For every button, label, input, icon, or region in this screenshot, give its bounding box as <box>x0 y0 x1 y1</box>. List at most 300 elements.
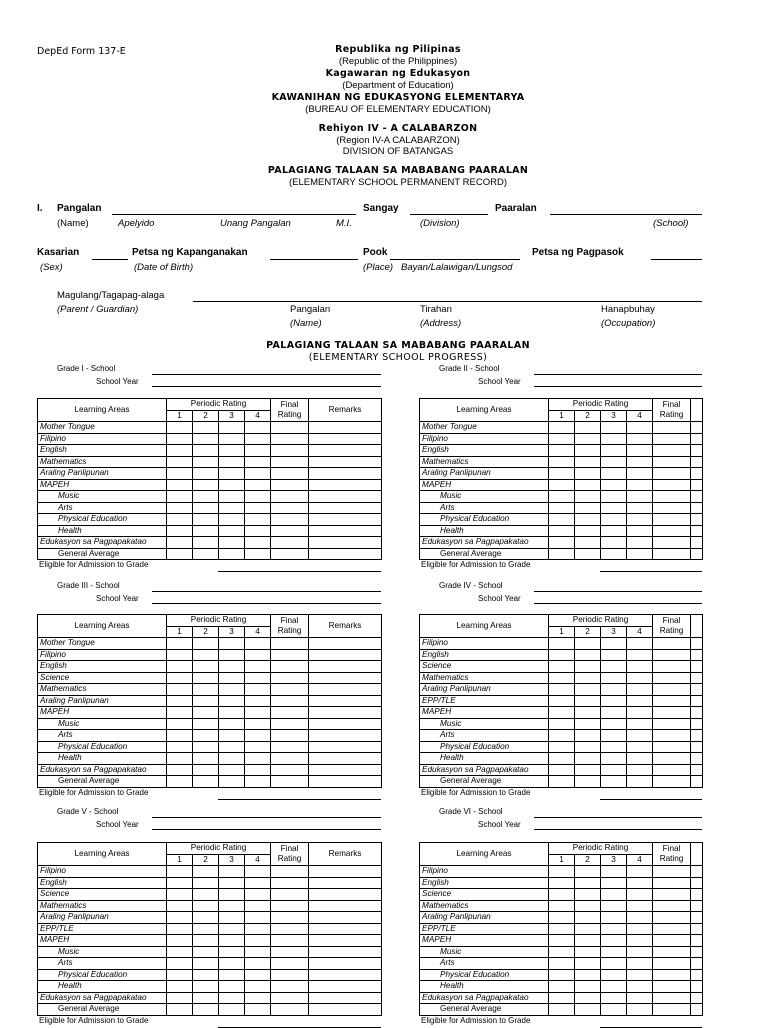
rating-cell[interactable] <box>167 935 193 947</box>
rating-cell[interactable] <box>271 877 309 889</box>
rating-cell[interactable] <box>627 889 653 901</box>
rating-cell[interactable] <box>271 753 309 765</box>
rating-cell[interactable] <box>691 537 703 549</box>
rating-cell[interactable] <box>627 877 653 889</box>
rating-cell[interactable] <box>271 776 309 788</box>
rating-cell[interactable] <box>627 753 653 765</box>
rating-cell[interactable] <box>653 764 691 776</box>
rating-cell[interactable] <box>309 661 382 673</box>
rating-cell[interactable] <box>167 741 193 753</box>
rating-cell[interactable] <box>245 776 271 788</box>
rating-cell[interactable] <box>601 661 627 673</box>
rating-cell[interactable] <box>219 468 245 480</box>
rating-cell[interactable] <box>167 479 193 491</box>
rating-cell[interactable] <box>219 548 245 560</box>
rating-cell[interactable] <box>601 753 627 765</box>
rating-cell[interactable] <box>549 684 575 696</box>
rating-cell[interactable] <box>601 707 627 719</box>
rating-cell[interactable] <box>245 422 271 434</box>
rating-cell[interactable] <box>309 502 382 514</box>
rating-cell[interactable] <box>575 753 601 765</box>
rating-cell[interactable] <box>309 638 382 650</box>
rating-cell[interactable] <box>271 537 309 549</box>
rating-cell[interactable] <box>245 479 271 491</box>
rating-cell[interactable] <box>575 969 601 981</box>
rating-cell[interactable] <box>691 661 703 673</box>
grade-1-school-field[interactable] <box>152 374 381 375</box>
rating-cell[interactable] <box>271 730 309 742</box>
rating-cell[interactable] <box>549 707 575 719</box>
rating-cell[interactable] <box>691 638 703 650</box>
rating-cell[interactable] <box>549 661 575 673</box>
rating-cell[interactable] <box>691 672 703 684</box>
entry-date-field[interactable] <box>651 259 702 260</box>
rating-cell[interactable] <box>549 456 575 468</box>
rating-cell[interactable] <box>575 661 601 673</box>
rating-cell[interactable] <box>309 491 382 503</box>
rating-cell[interactable] <box>245 981 271 993</box>
rating-cell[interactable] <box>653 958 691 970</box>
rating-cell[interactable] <box>193 935 219 947</box>
rating-cell[interactable] <box>193 525 219 537</box>
rating-cell[interactable] <box>691 525 703 537</box>
rating-cell[interactable] <box>627 992 653 1004</box>
rating-cell[interactable] <box>601 900 627 912</box>
rating-cell[interactable] <box>309 672 382 684</box>
rating-cell[interactable] <box>627 741 653 753</box>
rating-cell[interactable] <box>167 923 193 935</box>
grade-2-school-field[interactable] <box>534 374 702 375</box>
rating-cell[interactable] <box>601 764 627 776</box>
grade-3-school-year-field[interactable] <box>152 603 381 604</box>
rating-cell[interactable] <box>193 422 219 434</box>
rating-cell[interactable] <box>627 514 653 526</box>
rating-cell[interactable] <box>575 502 601 514</box>
rating-cell[interactable] <box>601 456 627 468</box>
rating-cell[interactable] <box>653 776 691 788</box>
rating-cell[interactable] <box>271 491 309 503</box>
rating-cell[interactable] <box>245 992 271 1004</box>
rating-cell[interactable] <box>601 491 627 503</box>
rating-cell[interactable] <box>245 707 271 719</box>
grade-4-school-year-field[interactable] <box>534 603 702 604</box>
place-field[interactable] <box>390 259 520 260</box>
rating-cell[interactable] <box>627 981 653 993</box>
rating-cell[interactable] <box>575 741 601 753</box>
rating-cell[interactable] <box>193 479 219 491</box>
rating-cell[interactable] <box>167 866 193 878</box>
rating-cell[interactable] <box>653 866 691 878</box>
rating-cell[interactable] <box>627 923 653 935</box>
rating-cell[interactable] <box>653 661 691 673</box>
rating-cell[interactable] <box>653 479 691 491</box>
rating-cell[interactable] <box>309 718 382 730</box>
rating-cell[interactable] <box>549 866 575 878</box>
rating-cell[interactable] <box>219 946 245 958</box>
rating-cell[interactable] <box>601 684 627 696</box>
rating-cell[interactable] <box>167 661 193 673</box>
rating-cell[interactable] <box>653 422 691 434</box>
rating-cell[interactable] <box>219 433 245 445</box>
rating-cell[interactable] <box>245 741 271 753</box>
rating-cell[interactable] <box>309 992 382 1004</box>
rating-cell[interactable] <box>601 889 627 901</box>
rating-cell[interactable] <box>627 537 653 549</box>
rating-cell[interactable] <box>309 468 382 480</box>
sex-field[interactable] <box>92 259 128 260</box>
rating-cell[interactable] <box>601 718 627 730</box>
rating-cell[interactable] <box>309 1004 382 1016</box>
rating-cell[interactable] <box>167 992 193 1004</box>
rating-cell[interactable] <box>167 889 193 901</box>
rating-cell[interactable] <box>271 661 309 673</box>
rating-cell[interactable] <box>575 479 601 491</box>
rating-cell[interactable] <box>549 981 575 993</box>
dob-field[interactable] <box>270 259 358 260</box>
rating-cell[interactable] <box>167 502 193 514</box>
rating-cell[interactable] <box>245 900 271 912</box>
rating-cell[interactable] <box>549 638 575 650</box>
rating-cell[interactable] <box>549 946 575 958</box>
rating-cell[interactable] <box>167 649 193 661</box>
rating-cell[interactable] <box>167 946 193 958</box>
rating-cell[interactable] <box>193 900 219 912</box>
rating-cell[interactable] <box>309 684 382 696</box>
rating-cell[interactable] <box>193 718 219 730</box>
rating-cell[interactable] <box>549 422 575 434</box>
rating-cell[interactable] <box>575 491 601 503</box>
rating-cell[interactable] <box>271 707 309 719</box>
rating-cell[interactable] <box>309 753 382 765</box>
rating-cell[interactable] <box>627 958 653 970</box>
grade-3-school-field[interactable] <box>152 591 381 592</box>
rating-cell[interactable] <box>309 877 382 889</box>
rating-cell[interactable] <box>653 433 691 445</box>
rating-cell[interactable] <box>309 422 382 434</box>
rating-cell[interactable] <box>653 992 691 1004</box>
rating-cell[interactable] <box>549 877 575 889</box>
rating-cell[interactable] <box>653 946 691 958</box>
rating-cell[interactable] <box>691 969 703 981</box>
rating-cell[interactable] <box>601 958 627 970</box>
rating-cell[interactable] <box>219 525 245 537</box>
rating-cell[interactable] <box>601 548 627 560</box>
rating-cell[interactable] <box>653 672 691 684</box>
rating-cell[interactable] <box>193 923 219 935</box>
rating-cell[interactable] <box>167 672 193 684</box>
rating-cell[interactable] <box>219 491 245 503</box>
rating-cell[interactable] <box>627 718 653 730</box>
rating-cell[interactable] <box>245 877 271 889</box>
rating-cell[interactable] <box>219 900 245 912</box>
rating-cell[interactable] <box>627 661 653 673</box>
rating-cell[interactable] <box>167 900 193 912</box>
rating-cell[interactable] <box>549 433 575 445</box>
rating-cell[interactable] <box>245 730 271 742</box>
rating-cell[interactable] <box>219 866 245 878</box>
rating-cell[interactable] <box>549 718 575 730</box>
rating-cell[interactable] <box>219 422 245 434</box>
rating-cell[interactable] <box>627 491 653 503</box>
rating-cell[interactable] <box>691 422 703 434</box>
rating-cell[interactable] <box>193 661 219 673</box>
rating-cell[interactable] <box>549 695 575 707</box>
rating-cell[interactable] <box>575 946 601 958</box>
rating-cell[interactable] <box>245 456 271 468</box>
rating-cell[interactable] <box>193 672 219 684</box>
rating-cell[interactable] <box>549 1004 575 1016</box>
rating-cell[interactable] <box>653 695 691 707</box>
rating-cell[interactable] <box>549 958 575 970</box>
rating-cell[interactable] <box>627 730 653 742</box>
rating-cell[interactable] <box>653 537 691 549</box>
rating-cell[interactable] <box>219 776 245 788</box>
rating-cell[interactable] <box>271 479 309 491</box>
rating-cell[interactable] <box>309 433 382 445</box>
rating-cell[interactable] <box>627 764 653 776</box>
rating-cell[interactable] <box>219 912 245 924</box>
rating-cell[interactable] <box>601 730 627 742</box>
rating-cell[interactable] <box>601 433 627 445</box>
rating-cell[interactable] <box>219 718 245 730</box>
rating-cell[interactable] <box>627 695 653 707</box>
rating-cell[interactable] <box>219 741 245 753</box>
rating-cell[interactable] <box>691 877 703 889</box>
rating-cell[interactable] <box>271 514 309 526</box>
rating-cell[interactable] <box>653 468 691 480</box>
rating-cell[interactable] <box>193 445 219 457</box>
rating-cell[interactable] <box>271 946 309 958</box>
rating-cell[interactable] <box>575 992 601 1004</box>
rating-cell[interactable] <box>309 946 382 958</box>
rating-cell[interactable] <box>575 548 601 560</box>
rating-cell[interactable] <box>691 923 703 935</box>
rating-cell[interactable] <box>627 969 653 981</box>
rating-cell[interactable] <box>219 445 245 457</box>
rating-cell[interactable] <box>627 707 653 719</box>
rating-cell[interactable] <box>601 514 627 526</box>
rating-cell[interactable] <box>549 649 575 661</box>
rating-cell[interactable] <box>627 900 653 912</box>
rating-cell[interactable] <box>219 764 245 776</box>
rating-cell[interactable] <box>653 923 691 935</box>
rating-cell[interactable] <box>549 548 575 560</box>
rating-cell[interactable] <box>691 900 703 912</box>
rating-cell[interactable] <box>575 672 601 684</box>
rating-cell[interactable] <box>601 695 627 707</box>
rating-cell[interactable] <box>549 900 575 912</box>
rating-cell[interactable] <box>653 445 691 457</box>
rating-cell[interactable] <box>245 912 271 924</box>
rating-cell[interactable] <box>271 866 309 878</box>
rating-cell[interactable] <box>309 445 382 457</box>
rating-cell[interactable] <box>271 525 309 537</box>
rating-cell[interactable] <box>653 649 691 661</box>
rating-cell[interactable] <box>193 1004 219 1016</box>
division-field[interactable] <box>410 214 488 215</box>
rating-cell[interactable] <box>309 456 382 468</box>
rating-cell[interactable] <box>219 695 245 707</box>
rating-cell[interactable] <box>575 649 601 661</box>
rating-cell[interactable] <box>167 445 193 457</box>
rating-cell[interactable] <box>271 912 309 924</box>
rating-cell[interactable] <box>575 730 601 742</box>
rating-cell[interactable] <box>691 649 703 661</box>
rating-cell[interactable] <box>627 672 653 684</box>
rating-cell[interactable] <box>245 548 271 560</box>
grade-2-school-year-field[interactable] <box>534 386 702 387</box>
rating-cell[interactable] <box>167 468 193 480</box>
rating-cell[interactable] <box>219 672 245 684</box>
rating-cell[interactable] <box>193 946 219 958</box>
rating-cell[interactable] <box>691 695 703 707</box>
rating-cell[interactable] <box>167 514 193 526</box>
rating-cell[interactable] <box>653 741 691 753</box>
rating-cell[interactable] <box>653 707 691 719</box>
grade-1-school-year-field[interactable] <box>152 386 381 387</box>
rating-cell[interactable] <box>271 935 309 947</box>
rating-cell[interactable] <box>549 912 575 924</box>
rating-cell[interactable] <box>219 730 245 742</box>
rating-cell[interactable] <box>271 649 309 661</box>
rating-cell[interactable] <box>653 456 691 468</box>
rating-cell[interactable] <box>167 730 193 742</box>
rating-cell[interactable] <box>549 992 575 1004</box>
rating-cell[interactable] <box>219 502 245 514</box>
rating-cell[interactable] <box>219 958 245 970</box>
rating-cell[interactable] <box>193 753 219 765</box>
rating-cell[interactable] <box>219 753 245 765</box>
rating-cell[interactable] <box>167 456 193 468</box>
rating-cell[interactable] <box>601 422 627 434</box>
rating-cell[interactable] <box>653 877 691 889</box>
rating-cell[interactable] <box>167 707 193 719</box>
rating-cell[interactable] <box>653 730 691 742</box>
rating-cell[interactable] <box>627 1004 653 1016</box>
rating-cell[interactable] <box>601 946 627 958</box>
rating-cell[interactable] <box>309 730 382 742</box>
rating-cell[interactable] <box>575 445 601 457</box>
rating-cell[interactable] <box>245 695 271 707</box>
rating-cell[interactable] <box>309 479 382 491</box>
rating-cell[interactable] <box>245 753 271 765</box>
rating-cell[interactable] <box>219 514 245 526</box>
rating-cell[interactable] <box>549 730 575 742</box>
rating-cell[interactable] <box>193 491 219 503</box>
rating-cell[interactable] <box>219 877 245 889</box>
rating-cell[interactable] <box>653 981 691 993</box>
grade-1-eligible-field[interactable] <box>218 571 381 572</box>
rating-cell[interactable] <box>549 514 575 526</box>
rating-cell[interactable] <box>219 992 245 1004</box>
rating-cell[interactable] <box>309 923 382 935</box>
rating-cell[interactable] <box>575 764 601 776</box>
rating-cell[interactable] <box>691 433 703 445</box>
rating-cell[interactable] <box>627 479 653 491</box>
rating-cell[interactable] <box>271 958 309 970</box>
rating-cell[interactable] <box>691 468 703 480</box>
rating-cell[interactable] <box>271 422 309 434</box>
grade-3-eligible-field[interactable] <box>218 799 381 800</box>
rating-cell[interactable] <box>549 764 575 776</box>
rating-cell[interactable] <box>245 661 271 673</box>
rating-cell[interactable] <box>601 445 627 457</box>
rating-cell[interactable] <box>245 433 271 445</box>
rating-cell[interactable] <box>601 877 627 889</box>
rating-cell[interactable] <box>627 468 653 480</box>
rating-cell[interactable] <box>691 912 703 924</box>
rating-cell[interactable] <box>271 445 309 457</box>
rating-cell[interactable] <box>245 649 271 661</box>
rating-cell[interactable] <box>271 456 309 468</box>
rating-cell[interactable] <box>219 981 245 993</box>
rating-cell[interactable] <box>691 479 703 491</box>
rating-cell[interactable] <box>575 958 601 970</box>
rating-cell[interactable] <box>167 958 193 970</box>
rating-cell[interactable] <box>309 866 382 878</box>
rating-cell[interactable] <box>653 753 691 765</box>
rating-cell[interactable] <box>271 900 309 912</box>
rating-cell[interactable] <box>193 514 219 526</box>
rating-cell[interactable] <box>309 537 382 549</box>
rating-cell[interactable] <box>549 889 575 901</box>
rating-cell[interactable] <box>627 422 653 434</box>
rating-cell[interactable] <box>691 684 703 696</box>
rating-cell[interactable] <box>271 764 309 776</box>
rating-cell[interactable] <box>691 491 703 503</box>
rating-cell[interactable] <box>271 923 309 935</box>
rating-cell[interactable] <box>193 866 219 878</box>
rating-cell[interactable] <box>167 764 193 776</box>
rating-cell[interactable] <box>627 935 653 947</box>
rating-cell[interactable] <box>271 992 309 1004</box>
rating-cell[interactable] <box>167 638 193 650</box>
rating-cell[interactable] <box>245 468 271 480</box>
rating-cell[interactable] <box>271 672 309 684</box>
grade-5-school-year-field[interactable] <box>152 829 381 830</box>
rating-cell[interactable] <box>219 649 245 661</box>
rating-cell[interactable] <box>549 969 575 981</box>
rating-cell[interactable] <box>193 638 219 650</box>
rating-cell[interactable] <box>219 923 245 935</box>
rating-cell[interactable] <box>691 445 703 457</box>
rating-cell[interactable] <box>549 537 575 549</box>
rating-cell[interactable] <box>575 433 601 445</box>
rating-cell[interactable] <box>601 935 627 947</box>
rating-cell[interactable] <box>167 548 193 560</box>
rating-cell[interactable] <box>193 981 219 993</box>
rating-cell[interactable] <box>193 877 219 889</box>
rating-cell[interactable] <box>245 684 271 696</box>
rating-cell[interactable] <box>245 525 271 537</box>
rating-cell[interactable] <box>309 912 382 924</box>
rating-cell[interactable] <box>653 502 691 514</box>
grade-4-eligible-field[interactable] <box>600 799 702 800</box>
rating-cell[interactable] <box>271 684 309 696</box>
rating-cell[interactable] <box>575 912 601 924</box>
rating-cell[interactable] <box>601 649 627 661</box>
grade-5-school-field[interactable] <box>152 817 381 818</box>
rating-cell[interactable] <box>653 1004 691 1016</box>
rating-cell[interactable] <box>193 707 219 719</box>
rating-cell[interactable] <box>271 433 309 445</box>
rating-cell[interactable] <box>691 502 703 514</box>
rating-cell[interactable] <box>271 502 309 514</box>
rating-cell[interactable] <box>167 684 193 696</box>
rating-cell[interactable] <box>271 695 309 707</box>
rating-cell[interactable] <box>691 776 703 788</box>
rating-cell[interactable] <box>219 935 245 947</box>
